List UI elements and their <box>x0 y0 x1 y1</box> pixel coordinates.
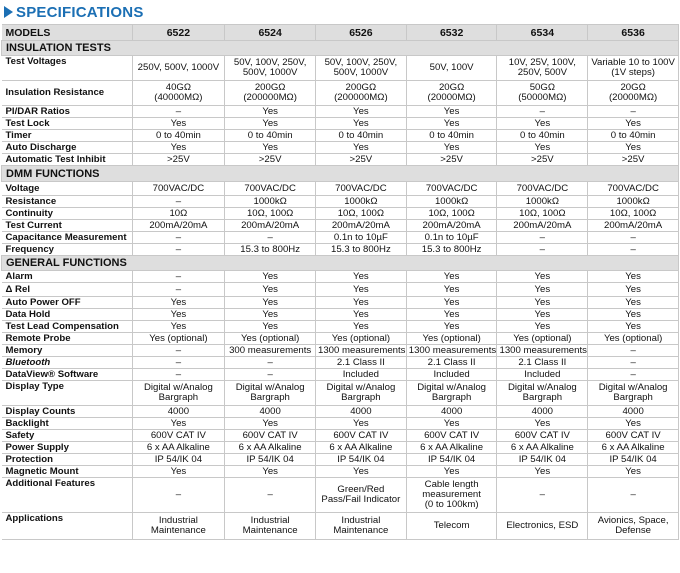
spec-value-6532: Yes <box>406 118 497 130</box>
spec-value-6532: 200mA/20mA <box>406 220 497 232</box>
spec-value-6536: Yes <box>588 142 679 154</box>
spec-value-6536: 1000kΩ <box>588 196 679 208</box>
spec-value-6526: 200mA/20mA <box>316 220 407 232</box>
spec-value-6536: 700VAC/DC <box>588 182 679 196</box>
spec-row-bluetooth <box>2 357 679 369</box>
spec-label: Display Type <box>2 381 133 406</box>
spec-label: Alarm <box>2 271 133 283</box>
spec-value-6532: 2.1 Class II <box>406 357 497 369</box>
spec-value-6536: Yes <box>588 466 679 478</box>
spec-label: Test Current <box>2 220 133 232</box>
spec-label: Additional Features <box>2 478 133 513</box>
models-header-label: MODELS <box>2 25 133 41</box>
spec-value-6522: Yes (optional) <box>132 333 225 345</box>
spec-value-6534: Yes <box>497 466 588 478</box>
spec-value-6522: Yes <box>132 118 225 130</box>
spec-label: Test Lead Compensation <box>2 321 133 333</box>
spec-value-6526: Yes <box>316 297 407 309</box>
spec-value-6524: 0 to 40min <box>225 130 316 142</box>
spec-row-alarm <box>2 271 679 283</box>
spec-value-6524: Yes (optional) <box>225 333 316 345</box>
section-header-insulation-tests <box>2 41 679 56</box>
spec-value-6522: 200mA/20mA <box>132 220 225 232</box>
spec-label: Insulation Resistance <box>2 81 133 106</box>
spec-value-6536: Yes <box>588 418 679 430</box>
spec-value-6526: 1300 measurements <box>316 345 407 357</box>
spec-row-rel <box>2 283 679 297</box>
spec-value-6522: 6 x AA Alkaline <box>132 442 225 454</box>
spec-value-6524: – <box>225 232 316 244</box>
spec-value-6532: Cable length measurement (0 to 100km) <box>406 478 497 513</box>
spec-value-6522: 4000 <box>132 406 225 418</box>
spec-value-6526: 600V CAT IV <box>316 430 407 442</box>
spec-value-6522: Yes <box>132 466 225 478</box>
spec-value-6524: Yes <box>225 283 316 297</box>
spec-value-6534: Yes <box>497 118 588 130</box>
spec-value-6532: Yes <box>406 297 497 309</box>
spec-value-6534: – <box>497 244 588 256</box>
spec-row-memory <box>2 345 679 357</box>
spec-value-6524: Industrial Maintenance <box>225 513 316 540</box>
spec-label: PI/DAR Ratios <box>2 106 133 118</box>
spec-value-6532: Yes <box>406 106 497 118</box>
spec-value-6532: Digital w/Analog Bargraph <box>406 381 497 406</box>
spec-value-6526: Industrial Maintenance <box>316 513 407 540</box>
spec-value-6526: Yes <box>316 142 407 154</box>
spec-value-6526: Yes <box>316 106 407 118</box>
spec-value-6526: Yes <box>316 309 407 321</box>
spec-value-6536: – <box>588 357 679 369</box>
spec-row-automatic-test-inhibit <box>2 154 679 166</box>
spec-value-6536: – <box>588 478 679 513</box>
spec-value-6532: 600V CAT IV <box>406 430 497 442</box>
spec-value-6534: 4000 <box>497 406 588 418</box>
spec-value-6524: >25V <box>225 154 316 166</box>
section-title: GENERAL FUNCTIONS <box>2 256 679 271</box>
spec-row-frequency <box>2 244 679 256</box>
spec-value-6536: Yes (optional) <box>588 333 679 345</box>
spec-value-6534: 700VAC/DC <box>497 182 588 196</box>
spec-value-6532: 10Ω, 100Ω <box>406 208 497 220</box>
spec-label: Test Voltages <box>2 56 133 81</box>
spec-row-capacitance-measurement <box>2 232 679 244</box>
spec-label: Resistance <box>2 196 133 208</box>
spec-value-6522: Yes <box>132 297 225 309</box>
spec-value-6526: Yes <box>316 321 407 333</box>
spec-value-6532: Yes <box>406 309 497 321</box>
spec-row-safety <box>2 430 679 442</box>
spec-value-6524: 200GΩ (200000MΩ) <box>225 81 316 106</box>
spec-value-6534: >25V <box>497 154 588 166</box>
spec-value-6536: Yes <box>588 309 679 321</box>
spec-value-6524: Yes <box>225 309 316 321</box>
spec-value-6534: – <box>497 232 588 244</box>
spec-value-6522: – <box>132 232 225 244</box>
spec-label: Δ Rel <box>2 283 133 297</box>
spec-value-6522: – <box>132 357 225 369</box>
spec-value-6522: Yes <box>132 321 225 333</box>
spec-value-6526: Yes (optional) <box>316 333 407 345</box>
spec-value-6534: – <box>497 478 588 513</box>
spec-value-6524: Yes <box>225 321 316 333</box>
spec-value-6524: 1000kΩ <box>225 196 316 208</box>
spec-label: Continuity <box>2 208 133 220</box>
spec-value-6526: 4000 <box>316 406 407 418</box>
spec-value-6524: 300 measurements <box>225 345 316 357</box>
spec-row-remote-probe <box>2 333 679 345</box>
spec-value-6534: Yes <box>497 321 588 333</box>
spec-label: Backlight <box>2 418 133 430</box>
spec-value-6524: 600V CAT IV <box>225 430 316 442</box>
spec-value-6534: Yes <box>497 283 588 297</box>
spec-value-6534: Included <box>497 369 588 381</box>
spec-value-6536: IP 54/IK 04 <box>588 454 679 466</box>
spec-row-additional-features <box>2 478 679 513</box>
spec-value-6522: Yes <box>132 142 225 154</box>
spec-value-6536: 0 to 40min <box>588 130 679 142</box>
spec-value-6526: >25V <box>316 154 407 166</box>
spec-value-6526: Yes <box>316 418 407 430</box>
spec-label: Bluetooth <box>2 357 133 369</box>
spec-value-6526: 15.3 to 800Hz <box>316 244 407 256</box>
spec-label: Power Supply <box>2 442 133 454</box>
spec-value-6522: 40GΩ (40000MΩ) <box>132 81 225 106</box>
spec-value-6522: – <box>132 271 225 283</box>
spec-value-6532: 700VAC/DC <box>406 182 497 196</box>
spec-value-6534: 50GΩ (50000MΩ) <box>497 81 588 106</box>
spec-value-6532: Yes <box>406 283 497 297</box>
model-header-6536: 6536 <box>588 25 679 41</box>
spec-value-6536: 6 x AA Alkaline <box>588 442 679 454</box>
spec-value-6534: 2.1 Class II <box>497 357 588 369</box>
model-header-6526: 6526 <box>316 25 407 41</box>
spec-row-test-lead-compensation <box>2 321 679 333</box>
spec-value-6522: – <box>132 369 225 381</box>
spec-value-6522: Yes <box>132 418 225 430</box>
spec-row-data-hold <box>2 309 679 321</box>
spec-value-6524: Yes <box>225 466 316 478</box>
spec-value-6532: Included <box>406 369 497 381</box>
spec-value-6534: 10Ω, 100Ω <box>497 208 588 220</box>
spec-value-6534: 1000kΩ <box>497 196 588 208</box>
spec-row-auto-power-off <box>2 297 679 309</box>
spec-value-6532: 20GΩ (20000MΩ) <box>406 81 497 106</box>
triangle-bullet-icon <box>4 6 13 18</box>
section-header-dmm-functions <box>2 166 679 182</box>
model-header-6532: 6532 <box>406 25 497 41</box>
spec-value-6522: Industrial Maintenance <box>132 513 225 540</box>
spec-value-6524: Yes <box>225 297 316 309</box>
spec-row-display-type <box>2 381 679 406</box>
spec-value-6526: 0.1n to 10µF <box>316 232 407 244</box>
spec-value-6522: 600V CAT IV <box>132 430 225 442</box>
spec-value-6532: Yes <box>406 418 497 430</box>
spec-value-6524: – <box>225 478 316 513</box>
spec-label: Data Hold <box>2 309 133 321</box>
spec-value-6536: – <box>588 232 679 244</box>
spec-value-6536: – <box>588 369 679 381</box>
spec-value-6522: Digital w/Analog Bargraph <box>132 381 225 406</box>
spec-value-6534: 10V, 25V, 100V, 250V, 500V <box>497 56 588 81</box>
spec-value-6536: – <box>588 106 679 118</box>
spec-value-6536: Avionics, Space, Defense <box>588 513 679 540</box>
spec-value-6536: 600V CAT IV <box>588 430 679 442</box>
spec-row-voltage <box>2 182 679 196</box>
spec-value-6522: – <box>132 283 225 297</box>
spec-value-6532: Yes (optional) <box>406 333 497 345</box>
spec-value-6522: 700VAC/DC <box>132 182 225 196</box>
spec-value-6536: – <box>588 244 679 256</box>
spec-value-6536: Yes <box>588 118 679 130</box>
spec-label: Frequency <box>2 244 133 256</box>
spec-label: Applications <box>2 513 133 540</box>
spec-value-6536: >25V <box>588 154 679 166</box>
spec-value-6532: 0.1n to 10µF <box>406 232 497 244</box>
spec-value-6526: 50V, 100V, 250V, 500V, 1000V <box>316 56 407 81</box>
spec-value-6522: 10Ω <box>132 208 225 220</box>
model-header-6522: 6522 <box>132 25 225 41</box>
spec-label: Remote Probe <box>2 333 133 345</box>
spec-value-6536: Yes <box>588 271 679 283</box>
spec-value-6526: 10Ω, 100Ω <box>316 208 407 220</box>
spec-row-power-supply <box>2 442 679 454</box>
spec-row-auto-discharge <box>2 142 679 154</box>
spec-value-6536: 200mA/20mA <box>588 220 679 232</box>
spec-value-6534: Yes <box>497 297 588 309</box>
spec-value-6534: Digital w/Analog Bargraph <box>497 381 588 406</box>
spec-label: Test Lock <box>2 118 133 130</box>
spec-value-6532: Telecom <box>406 513 497 540</box>
spec-value-6532: 0 to 40min <box>406 130 497 142</box>
spec-value-6536: Digital w/Analog Bargraph <box>588 381 679 406</box>
spec-value-6536: Yes <box>588 283 679 297</box>
spec-value-6536: 20GΩ (20000MΩ) <box>588 81 679 106</box>
spec-row-test-voltages <box>2 56 679 81</box>
spec-value-6524: Yes <box>225 106 316 118</box>
spec-value-6534: Yes <box>497 142 588 154</box>
spec-value-6536: Variable 10 to 100V (1V steps) <box>588 56 679 81</box>
spec-value-6526: Digital w/Analog Bargraph <box>316 381 407 406</box>
spec-value-6536: – <box>588 345 679 357</box>
spec-value-6532: >25V <box>406 154 497 166</box>
spec-value-6532: Yes <box>406 321 497 333</box>
spec-label: Display Counts <box>2 406 133 418</box>
spec-row-test-lock <box>2 118 679 130</box>
spec-row-insulation-resistance <box>2 81 679 106</box>
spec-value-6522: – <box>132 196 225 208</box>
spec-value-6526: 0 to 40min <box>316 130 407 142</box>
spec-value-6526: 1000kΩ <box>316 196 407 208</box>
spec-label: Capacitance Measurement <box>2 232 133 244</box>
spec-value-6536: Yes <box>588 321 679 333</box>
spec-row-timer <box>2 130 679 142</box>
spec-value-6524: 700VAC/DC <box>225 182 316 196</box>
spec-value-6536: Yes <box>588 297 679 309</box>
spec-value-6522: – <box>132 345 225 357</box>
section-title: DMM FUNCTIONS <box>2 166 679 182</box>
spec-value-6524: – <box>225 357 316 369</box>
section-header-general-functions <box>2 256 679 271</box>
spec-value-6526: Yes <box>316 466 407 478</box>
spec-row-applications <box>2 513 679 540</box>
spec-label: Magnetic Mount <box>2 466 133 478</box>
model-header-6534: 6534 <box>497 25 588 41</box>
spec-label: Automatic Test Inhibit <box>2 154 133 166</box>
spec-value-6534: 1300 measurements <box>497 345 588 357</box>
spec-value-6524: Digital w/Analog Bargraph <box>225 381 316 406</box>
section-title: INSULATION TESTS <box>2 41 679 56</box>
spec-value-6524: Yes <box>225 142 316 154</box>
spec-value-6532: Yes <box>406 466 497 478</box>
spec-value-6532: 4000 <box>406 406 497 418</box>
spec-label: Safety <box>2 430 133 442</box>
spec-row-test-current <box>2 220 679 232</box>
spec-value-6532: 1000kΩ <box>406 196 497 208</box>
spec-value-6526: Yes <box>316 271 407 283</box>
spec-value-6524: 10Ω, 100Ω <box>225 208 316 220</box>
spec-value-6526: Included <box>316 369 407 381</box>
spec-row-dataview-software <box>2 369 679 381</box>
specifications-table <box>1 24 679 540</box>
page-title <box>0 0 680 24</box>
spec-value-6532: 6 x AA Alkaline <box>406 442 497 454</box>
spec-label: Auto Discharge <box>2 142 133 154</box>
spec-value-6534: 600V CAT IV <box>497 430 588 442</box>
spec-value-6526: 2.1 Class II <box>316 357 407 369</box>
spec-value-6526: 6 x AA Alkaline <box>316 442 407 454</box>
model-header-6524: 6524 <box>225 25 316 41</box>
spec-value-6524: 6 x AA Alkaline <box>225 442 316 454</box>
spec-value-6534: IP 54/IK 04 <box>497 454 588 466</box>
spec-row-backlight <box>2 418 679 430</box>
spec-label: DataView® Software <box>2 369 133 381</box>
spec-value-6532: 1300 measurements <box>406 345 497 357</box>
spec-value-6534: 200mA/20mA <box>497 220 588 232</box>
spec-value-6534: 6 x AA Alkaline <box>497 442 588 454</box>
spec-value-6524: 4000 <box>225 406 316 418</box>
spec-value-6524: 15.3 to 800Hz <box>225 244 316 256</box>
spec-value-6522: – <box>132 106 225 118</box>
spec-value-6536: 4000 <box>588 406 679 418</box>
spec-value-6534: Yes (optional) <box>497 333 588 345</box>
spec-value-6526: 700VAC/DC <box>316 182 407 196</box>
spec-value-6532: Yes <box>406 271 497 283</box>
spec-value-6524: – <box>225 369 316 381</box>
spec-label: Voltage <box>2 182 133 196</box>
spec-value-6532: 15.3 to 800Hz <box>406 244 497 256</box>
spec-value-6532: 50V, 100V <box>406 56 497 81</box>
spec-value-6526: Yes <box>316 283 407 297</box>
spec-label: Protection <box>2 454 133 466</box>
spec-value-6536: 10Ω, 100Ω <box>588 208 679 220</box>
spec-value-6522: – <box>132 478 225 513</box>
spec-value-6534: – <box>497 106 588 118</box>
page-title-text: SPECIFICATIONS <box>16 3 144 21</box>
spec-value-6534: Yes <box>497 309 588 321</box>
spec-value-6524: Yes <box>225 418 316 430</box>
spec-value-6526: 200GΩ (200000MΩ) <box>316 81 407 106</box>
spec-value-6522: 250V, 500V, 1000V <box>132 56 225 81</box>
spec-value-6532: Yes <box>406 142 497 154</box>
spec-value-6522: – <box>132 244 225 256</box>
spec-value-6526: Green/Red Pass/Fail Indicator <box>316 478 407 513</box>
spec-value-6524: IP 54/IK 04 <box>225 454 316 466</box>
spec-row-display-counts <box>2 406 679 418</box>
spec-row-magnetic-mount <box>2 466 679 478</box>
spec-label: Timer <box>2 130 133 142</box>
spec-value-6522: IP 54/IK 04 <box>132 454 225 466</box>
spec-row-resistance <box>2 196 679 208</box>
spec-value-6522: 0 to 40min <box>132 130 225 142</box>
spec-value-6524: 50V, 100V, 250V, 500V, 1000V <box>225 56 316 81</box>
spec-value-6534: Yes <box>497 418 588 430</box>
spec-value-6534: 0 to 40min <box>497 130 588 142</box>
spec-row-continuity <box>2 208 679 220</box>
spec-row-pi-dar-ratios <box>2 106 679 118</box>
spec-row-protection <box>2 454 679 466</box>
spec-value-6526: IP 54/IK 04 <box>316 454 407 466</box>
spec-value-6534: Electronics, ESD <box>497 513 588 540</box>
spec-value-6532: IP 54/IK 04 <box>406 454 497 466</box>
spec-label: Memory <box>2 345 133 357</box>
spec-value-6524: Yes <box>225 118 316 130</box>
spec-value-6522: >25V <box>132 154 225 166</box>
spec-value-6524: 200mA/20mA <box>225 220 316 232</box>
models-header-row <box>2 25 679 41</box>
spec-label: Auto Power OFF <box>2 297 133 309</box>
spec-value-6526: Yes <box>316 118 407 130</box>
spec-value-6524: Yes <box>225 271 316 283</box>
spec-value-6522: Yes <box>132 309 225 321</box>
spec-value-6534: Yes <box>497 271 588 283</box>
